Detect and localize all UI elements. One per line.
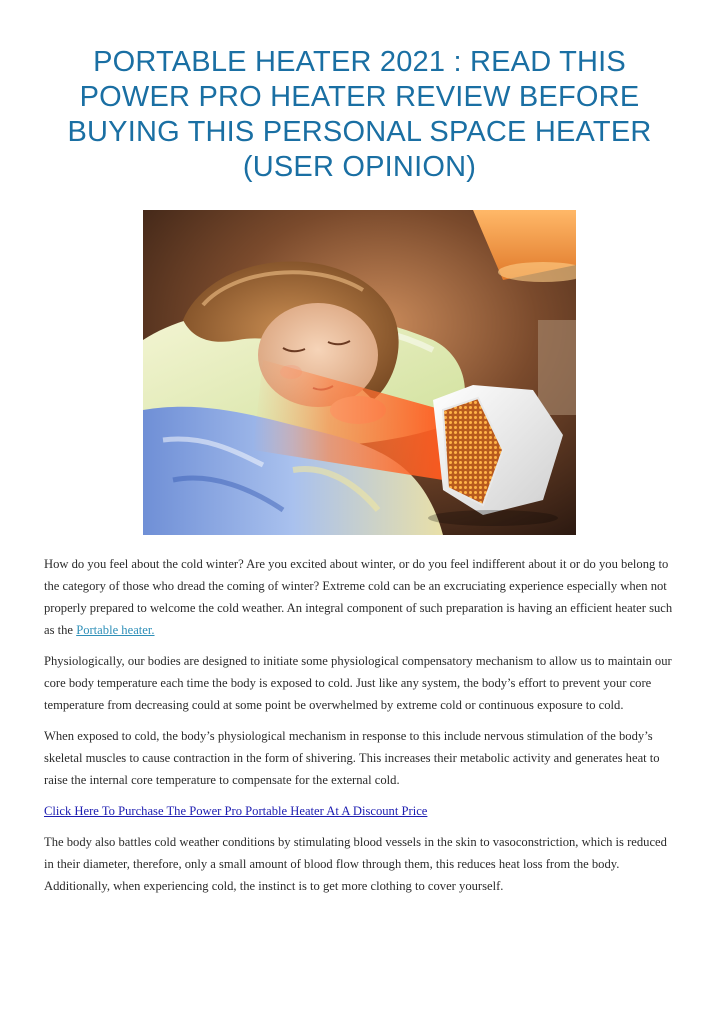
portable-heater-link[interactable]: Portable heater.	[76, 623, 155, 637]
shivering-paragraph: When exposed to cold, the body’s physiological mechanism in response to this include nervous stimulation of the body’s skeletal muscles to cause contraction in the form of shivering. This increases their metabolic activity and generates heat to raise the internal core temperature to compensate for the external cold.	[44, 729, 660, 787]
article-body	[44, 553, 678, 906]
purchase-discount-link[interactable]: Click Here To Purchase The Power Pro Portable Heater At A Discount Price	[44, 804, 428, 818]
intro-paragraph	[44, 553, 678, 641]
hero-image	[143, 210, 576, 535]
article-title: PORTABLE HEATER 2021 : READ THIS POWER PRO HEATER REVIEW BEFORE BUYING THIS PERSONAL SPACE HEATER (USER OPINION)	[67, 46, 652, 183]
intro-paragraph-text: How do you feel about the cold winter? Are you excited about winter, or do you feel indifferent about it or do you belong to the category of those who dread the coming of winter? Extreme cold can be an excruciating experience especially when not properly prepared to welcome the cold weather. An integral component of such preparation is having an efficient heater such as the	[44, 557, 673, 637]
vasoconstriction-paragraph: The body also battles cold weather conditions by stimulating blood vessels in the skin to vasoconstriction, which is reduced in their diameter, therefore, only a small amount of blood flow through them, this reduces heat loss from the body. Additionally, when experiencing cold, the instinct is to get more clothing to cover yourself.	[44, 835, 667, 893]
physiology-paragraph: Physiologically, our bodies are designed to initiate some physiological compensatory mechanism to allow us to maintain our core body temperature each time the body is exposed to cold. Just like any system, the body’s effort to prevent your core temperature from decreasing could at some point be overwhelmed by extreme cold or continuous exposure to cold.	[44, 654, 672, 712]
